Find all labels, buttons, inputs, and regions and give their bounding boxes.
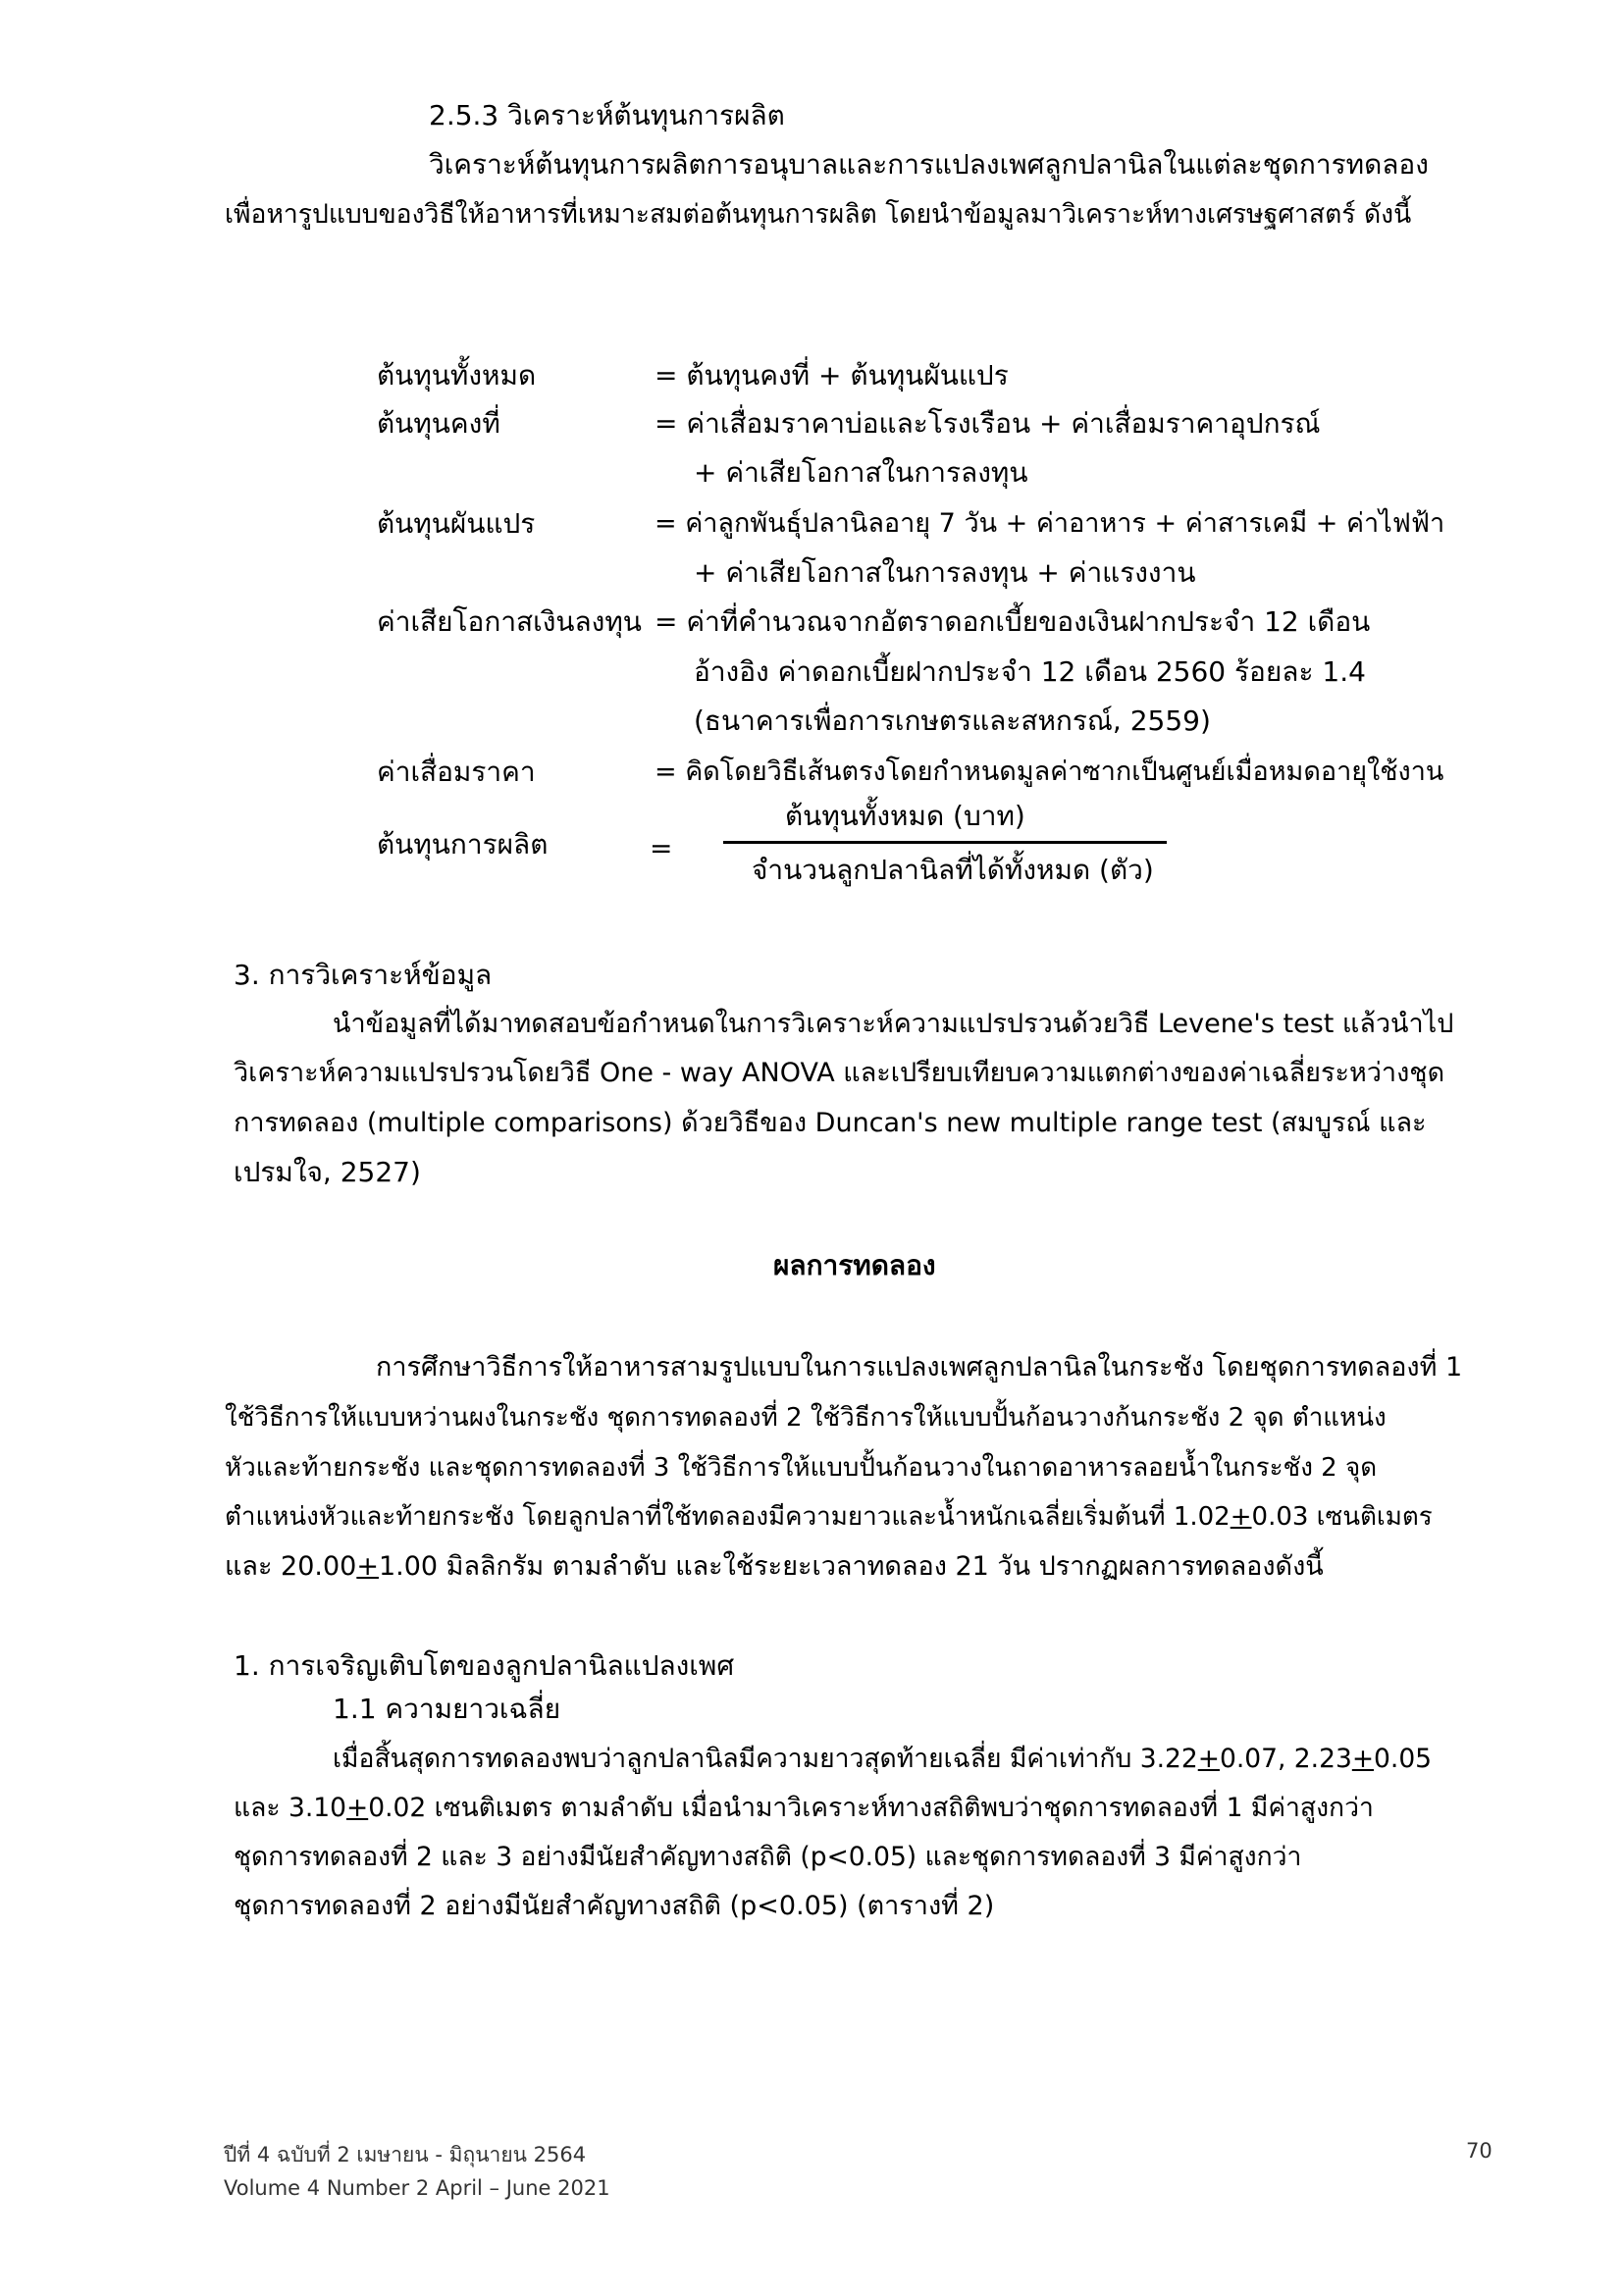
formula-label-variable-cost: ต้นทุนผันแปร: [377, 507, 536, 540]
text-run: 0.03 เซนติเมตร: [1251, 1502, 1433, 1532]
page-number: 70: [1466, 2139, 1493, 2163]
formula-expression: อ้างอิง ค่าดอกเบี้ยฝากประจำ 12 เดือน 2560 ร้อยละ 1.4: [694, 655, 1366, 688]
formula-expression: + ค่าเสียโอกาสในการลงทุน: [694, 456, 1028, 489]
plus-minus-sign: +: [1230, 1502, 1252, 1532]
formula-expression: = คิดโดยวิธีเส้นตรงโดยกำหนดมูลค่าซากเป็นศูนย์เมื่อหมดอายุใช้งาน: [655, 757, 1444, 787]
section-heading-3: 3. การวิเคราะห์ข้อมูล: [234, 959, 493, 991]
formula-expression: = ต้นทุนคงที่ + ต้นทุนผันแปร: [655, 359, 1009, 391]
formula-expression: = ค่าเสื่อมราคาบ่อและโรงเรือน + ค่าเสื่อมราคาอุปกรณ์: [655, 407, 1321, 440]
fraction-numerator: ต้นทุนทั้งหมด (บาท): [785, 800, 1025, 832]
formula-label-opportunity-cost: ค่าเสียโอกาสเงินลงทุน: [377, 605, 642, 638]
paragraph-line: นำข้อมูลที่ได้มาทดสอบข้อกำหนดในการวิเคราะห์ความแปรปรวนด้วยวิธี Levene's test แล้วนำไป: [333, 1009, 1454, 1039]
plus-minus-sign: +: [1351, 1744, 1375, 1774]
footer-issue-thai: ปีที่ 4 ฉบับที่ 2 เมษายน - มิถุนายน 2564: [224, 2143, 587, 2166]
paragraph-line: เปรมใจ, 2527): [234, 1156, 421, 1188]
text-run: 0.05: [1374, 1744, 1433, 1774]
paragraph-line: การศึกษาวิธีการให้อาหารสามรูปแบบในการแปลงเพศลูกปลานิลในกระชัง โดยชุดการทดลองที่ 1: [376, 1352, 1463, 1383]
formula-label-fixed-cost: ต้นทุนคงที่: [377, 407, 500, 440]
formula-expression: = ค่าลูกพันธุ์ปลานิลอายุ 7 วัน + ค่าอาหาร + ค่าสารเคมี + ค่าไฟฟ้า: [655, 508, 1445, 539]
footer-issue-english: Volume 4 Number 2 April – June 2021: [224, 2176, 610, 2200]
text-run: เมื่อสิ้นสุดการทดลองพบว่าลูกปลานิลมีความยาวสุดท้ายเฉลี่ย มีค่าเท่ากับ 3.22: [333, 1744, 1198, 1774]
fraction-bar: [723, 841, 1167, 844]
text-run: 0.07, 2.23: [1219, 1744, 1352, 1774]
paragraph-line: [225, 1547, 1324, 1587]
paragraph-line: วิเคราะห์ต้นทุนการผลิตการอนุบาลและการแปลงเพศลูกปลานิลในแต่ละชุดการทดลอง: [429, 148, 1429, 181]
formula-label-production-cost: ต้นทุนการผลิต: [377, 828, 549, 861]
formula-expression: (ธนาคารเพื่อการเกษตรและสหกรณ์, 2559): [694, 704, 1211, 737]
fraction-denominator: จำนวนลูกปลานิลที่ได้ทั้งหมด (ตัว): [752, 854, 1154, 886]
paragraph-line: หัวและท้ายกระชัง และชุดการทดลองที่ 3 ใช้วิธีการให้แบบปั้นก้อนวางในถาดอาหารลอยน้ำในกระชัง 2 จุด: [225, 1453, 1378, 1483]
plus-minus-sign: +: [1197, 1744, 1220, 1774]
text-run: และ 3.10: [234, 1793, 346, 1823]
paragraph-line: เพื่อหารูปแบบของวิธีให้อาหารที่เหมาะสมต่อต้นทุนการผลิต โดยนำข้อมูลมาวิเคราะห์ทางเศรษฐศาสตร์ ดังนี้: [225, 199, 1412, 230]
section-heading-2-5-3: 2.5.3 วิเคราะห์ต้นทุนการผลิต: [429, 99, 785, 131]
paragraph-line: [234, 1789, 1374, 1828]
formula-label-depreciation: ค่าเสื่อมราคา: [377, 756, 536, 788]
formula-expression: = ค่าที่คำนวณจากอัตราดอกเบี้ยของเงินฝากประจำ 12 เดือน: [655, 605, 1371, 638]
paragraph-line: การทดลอง (multiple comparisons) ด้วยวิธีของ Duncan's new multiple range test (สมบูรณ์ และ: [234, 1108, 1427, 1138]
section-heading-growth: 1. การเจริญเติบโตของลูกปลานิลแปลงเพศ: [234, 1649, 735, 1682]
text-run: ตำแหน่งหัวและท้ายกระชัง โดยลูกปลาที่ใช้ทดลองมีความยาวและน้ำหนักเฉลี่ยเริ่มต้นที่ 1.02: [225, 1502, 1231, 1532]
plus-minus-sign: +: [356, 1551, 379, 1582]
text-run: 0.02 เซนติเมตร ตามลำดับ เมื่อนำมาวิเคราะห์ทางสถิติพบว่าชุดการทดลองที่ 1 มีค่าสูงกว่า: [368, 1793, 1374, 1823]
plus-minus-sign: +: [345, 1793, 369, 1823]
formula-label-total-cost: ต้นทุนทั้งหมด: [377, 359, 537, 391]
paragraph-line: วิเคราะห์ความแปรปรวนโดยวิธี One - way ANOVA และเปรียบเทียบความแตกต่างของค่าเฉลี่ยระหว่างชุด: [234, 1058, 1445, 1088]
paragraph-line: ชุดการทดลองที่ 2 และ 3 อย่างมีนัยสำคัญทางสถิติ (p<0.05) และชุดการทดลองที่ 3 มีค่าสูงกว่า: [234, 1842, 1302, 1872]
paragraph-line: [333, 1740, 1432, 1779]
paragraph-line: [225, 1497, 1433, 1537]
equals-sign: =: [650, 832, 673, 864]
text-run: 1.00 มิลลิกรัม ตามลำดับ และใช้ระยะเวลาทดลอง 21 วัน ปรากฏผลการทดลองดังนี้: [378, 1551, 1324, 1582]
paragraph-line: ชุดการทดลองที่ 2 อย่างมีนัยสำคัญทางสถิติ (p<0.05) (ตารางที่ 2): [234, 1891, 995, 1921]
paragraph-line: ใช้วิธีการให้แบบหว่านผงในกระชัง ชุดการทดลองที่ 2 ใช้วิธีการให้แบบปั้นก้อนวางก้นกระชัง 2 จุด ตำแหน่ง: [225, 1403, 1387, 1433]
subsection-heading-length: 1.1 ความยาวเฉลี่ย: [333, 1693, 561, 1725]
formula-expression: + ค่าเสียโอกาสในการลงทุน + ค่าแรงงาน: [694, 556, 1196, 589]
text-run: และ 20.00: [225, 1551, 357, 1582]
results-heading: ผลการทดลอง: [773, 1249, 936, 1281]
